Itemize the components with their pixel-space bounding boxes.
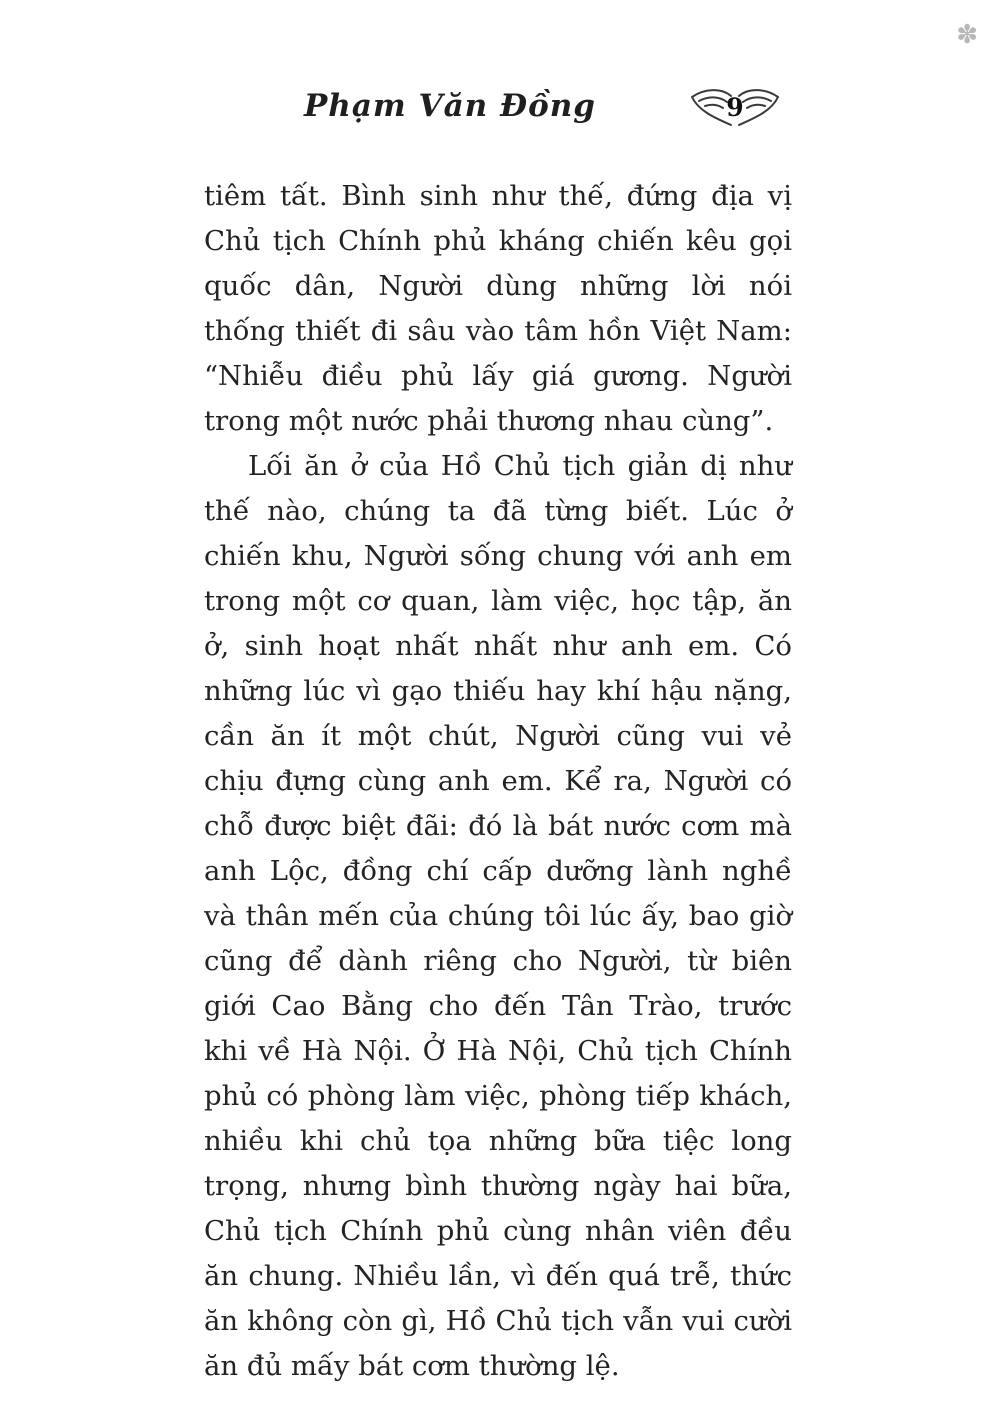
flower-asterisk-icon: ✽ <box>956 20 978 50</box>
page-number: 9 <box>726 93 744 122</box>
page-header <box>0 84 1000 148</box>
author-name: Phạm Văn Đồng <box>304 88 596 124</box>
paragraph: tiêm tất. Bình sinh như thế, đứng địa vị Chủ tịch Chính phủ kháng chiến kêu gọi quốc dân, Người dùng những lời nói thống thiết đi sâu vào tâm hồn Việt Nam: “Nhiễu điều phủ lấy giá gương. Người trong một nước phải thương nhau cùng”. <box>204 180 792 437</box>
body-text <box>204 174 792 1389</box>
open-book-icon <box>687 84 783 136</box>
paragraph: Lối ăn ở của Hồ Chủ tịch giản dị như thế nào, chúng ta đã từng biết. Lúc ở chiến khu, Người sống chung với anh em trong một cơ quan, làm việc, học tập, ăn ở, sinh hoạt nhất nhất như anh em. Có những lúc vì gạo thiếu hay khí hậu nặng, cần ăn ít một chút, Người cũng vui vẻ chịu đựng cùng anh em. Kể ra, Người có chỗ được biệt đãi: đó là bát nước cơm mà anh Lộc, đồng chí cấp dưỡng lành nghề và thân mến của chúng tôi lúc ấy, bao giờ cũng để dành riêng cho Người, từ biên giới Cao Bằng cho đến Tân Trào, trước khi về Hà Nội. Ở Hà Nội, Chủ tịch Chính phủ có phòng làm việc, phòng tiếp khách, nhiều khi chủ tọa những bữa tiệc long trọng, nhưng bình thường ngày hai bữa, Chủ tịch Chính phủ cùng nhân viên đều ăn chung. Nhiều lần, vì đến quá trễ, thức ăn không còn gì, Hồ Chủ tịch vẫn vui cười ăn đủ mấy bát cơm thường lệ. <box>204 450 792 1382</box>
